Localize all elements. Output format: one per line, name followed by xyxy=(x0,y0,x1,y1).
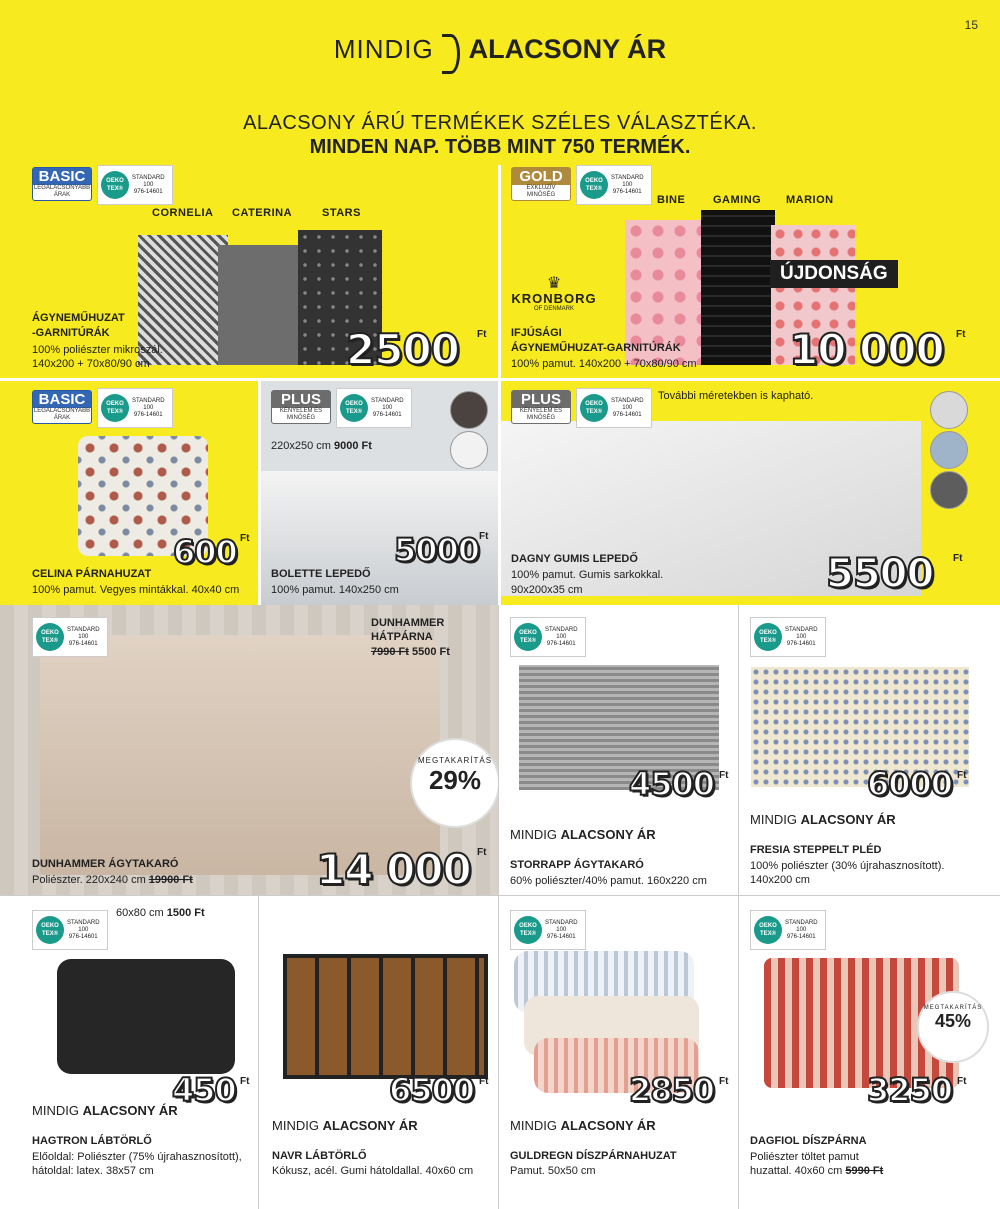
pillow-title-2: HÁTPÁRNA xyxy=(371,631,433,643)
product-title: DAGFIOL DÍSZPÁRNA xyxy=(750,1135,867,1147)
product-title: STORRAPP ÁGYTAKARÓ xyxy=(510,859,644,871)
color-swatch-dark[interactable] xyxy=(450,391,488,429)
oeko-tex-badge: OEKO TEX® STANDARD 100 976-14601 xyxy=(97,388,173,428)
brand-swoosh-icon xyxy=(442,34,460,74)
price-currency: Ft xyxy=(719,1076,729,1087)
saving-badge: MEGTAKARÍTÁS 45% xyxy=(917,991,989,1063)
product-desc-2: 140x200 cm xyxy=(750,874,810,886)
product-desc: 100% pamut. 140x250 cm xyxy=(271,584,399,596)
size-note: 60x80 cm 1500 Ft xyxy=(116,907,205,919)
mindig-logo: MINDIG ALACSONY ÁR xyxy=(750,812,896,827)
price-fresia: 6000 xyxy=(867,765,953,803)
product-desc-1: Poliészter töltet pamut xyxy=(750,1151,859,1163)
bedding-gaming-image xyxy=(701,210,775,365)
product-dagny[interactable] xyxy=(501,381,1000,605)
product-dagfiol[interactable] xyxy=(739,896,1000,1209)
oeko-tex-badge: OEKO TEX® STANDARD 100 976-14601 xyxy=(576,165,652,205)
product-bolette[interactable] xyxy=(261,381,498,605)
price-bolette: 5000 xyxy=(394,531,480,569)
price-currency: Ft xyxy=(957,1076,967,1087)
badge-gold: GOLD EXKLUZÍV MINŐSÉG xyxy=(511,167,571,201)
badge-basic: BASIC LEGALACSONYABB ÁRAK xyxy=(32,167,92,201)
tagline-line2: MINDEN NAP. TÖBB MINT 750 TERMÉK. xyxy=(309,136,691,158)
price-agynemu: 2500 xyxy=(346,325,459,374)
product-title: HAGTRON LÁBTÖRLŐ xyxy=(32,1135,152,1147)
tagline-line1: ALACSONY ÁRÚ TERMÉKEK SZÉLES VÁLASZTÉKA. xyxy=(243,112,757,134)
oeko-tex-badge: OEKO TEX® STANDARD 100 976-14601 xyxy=(97,165,173,205)
price-currency: Ft xyxy=(957,770,967,781)
oeko-tex-badge: OEKO TEX® STANDARD 100 976-14601 xyxy=(750,617,826,657)
product-title: NAVR LÁBTÖRLŐ xyxy=(272,1150,367,1162)
product-desc: 60% poliészter/40% pamut. 160x220 cm xyxy=(510,875,707,887)
price-currency: Ft xyxy=(479,1076,489,1087)
crown-icon: ♛ xyxy=(546,275,562,292)
product-desc-1: 100% pamut. Gumis sarkokkal. xyxy=(511,569,664,581)
label-stars: STARS xyxy=(322,207,361,219)
color-swatch-light-grey[interactable] xyxy=(930,391,968,429)
oeko-tex-badge: OEKO TEX® STANDARD 100 976-14601 xyxy=(336,388,412,428)
color-swatch-dark-grey[interactable] xyxy=(930,471,968,509)
product-fresia[interactable] xyxy=(739,605,1000,895)
product-agynemu[interactable] xyxy=(0,165,498,378)
mindig-logo: MINDIG ALACSONY ÁR xyxy=(510,827,656,842)
oeko-tex-badge: OEKO TEX® STANDARD 100 976-14601 xyxy=(576,388,652,428)
oeko-tex-badge: OEKO TEX® STANDARD 100 976-14601 xyxy=(510,910,586,950)
product-title: CELINA PÁRNAHUZAT xyxy=(32,568,152,580)
page-number: 15 xyxy=(964,18,978,32)
product-ifjusagi[interactable] xyxy=(501,165,1000,378)
product-desc-2: huzattal. 40x60 cm 5990 Ft xyxy=(750,1165,884,1177)
brand-alacsony: ALACSONY ÁR xyxy=(468,34,667,65)
price-ifjusagi: 10 000 xyxy=(789,325,944,374)
product-desc: 100% pamut. 140x200 + 70x80/90 cm xyxy=(511,358,697,370)
label-caterina: CATERINA xyxy=(232,207,293,219)
product-title: FRESIA STEPPELT PLÉD xyxy=(750,844,882,856)
product-desc-2: hátoldal: latex. 38x57 cm xyxy=(32,1165,154,1177)
product-title: GULDREGN DÍSZPÁRNAHUZAT xyxy=(510,1150,677,1162)
badge-basic: BASIC LEGALACSONYABB ÁRAK xyxy=(32,390,92,424)
label-marion: MARION xyxy=(786,194,834,206)
product-title-1: IFJÚSÁGI xyxy=(511,327,562,339)
product-title-2: -GARNITÚRÁK xyxy=(32,327,110,339)
oeko-tex-badge: OEKO TEX® STANDARD 100 976-14601 xyxy=(32,617,108,657)
price-dunhammer: 14 000 xyxy=(316,845,471,894)
oeko-tex-badge: OEKO TEX® STANDARD 100 976-14601 xyxy=(750,910,826,950)
mindig-logo: MINDIG ALACSONY ÁR xyxy=(272,1118,418,1133)
pillow-price: 7990 Ft 5500 Ft xyxy=(371,646,450,658)
doormat-navr-image xyxy=(283,954,488,1079)
product-title-2: ÁGYNEMŰHUZAT-GARNITÚRÁK xyxy=(511,342,681,354)
product-title: BOLETTE LEPEDŐ xyxy=(271,568,371,580)
price-currency: Ft xyxy=(479,531,489,542)
bedding-caterina-image xyxy=(218,245,300,365)
price-currency: Ft xyxy=(719,770,729,781)
label-cornelia: CORNELIA xyxy=(152,207,214,219)
price-dagfiol: 3250 xyxy=(867,1071,953,1109)
product-guldregn[interactable] xyxy=(499,896,738,1209)
size-note: 220x250 cm 9000 Ft xyxy=(271,440,372,452)
brand-mindig: MINDIG xyxy=(333,34,434,65)
product-storrapp[interactable] xyxy=(499,605,738,895)
label-bine: BINE xyxy=(657,194,686,206)
product-desc-2: 140x200 + 70x80/90 cm xyxy=(32,358,150,370)
product-desc: Poliészter. 220x240 cm 19900 Ft xyxy=(32,874,193,886)
badge-plus: PLUS KÉNYELEM ÉS MINŐSÉG xyxy=(511,390,571,424)
product-hagtron[interactable] xyxy=(0,896,258,1209)
color-swatch-blue[interactable] xyxy=(930,431,968,469)
product-title: DAGNY GUMIS LEPEDŐ xyxy=(511,553,638,565)
brand-logo xyxy=(0,34,1000,74)
mindig-logo: MINDIG ALACSONY ÁR xyxy=(32,1103,178,1118)
price-currency: Ft xyxy=(240,533,250,544)
size-availability-note: További méretekben is kapható. xyxy=(658,390,814,402)
label-gaming: GAMING xyxy=(713,194,762,206)
product-desc: 100% pamut. Vegyes mintákkal. 40x40 cm xyxy=(32,584,240,596)
product-celina[interactable] xyxy=(0,381,258,605)
price-storrapp: 4500 xyxy=(629,765,715,803)
product-desc-1: 100% poliészter (30% újrahasznosított). xyxy=(750,860,945,872)
price-currency: Ft xyxy=(240,1076,250,1087)
kronborg-logo: ♛ KRONBORG OF DENMARK xyxy=(511,275,597,312)
pillow-title-1: DUNHAMMER xyxy=(371,617,445,629)
product-desc-1: 100% poliészter mikroszál. xyxy=(32,344,163,356)
product-title: DUNHAMMER ÁGYTAKARÓ xyxy=(32,858,179,870)
price-navr: 6500 xyxy=(389,1071,475,1109)
price-hagtron: 450 xyxy=(172,1071,236,1109)
color-swatch-white[interactable] xyxy=(450,431,488,469)
saving-badge: MEGTAKARÍTÁS 29% xyxy=(410,738,498,828)
price-currency: Ft xyxy=(477,847,487,858)
badge-plus: PLUS KÉNYELEM ÉS MINŐSÉG xyxy=(271,390,331,424)
product-navr[interactable] xyxy=(259,896,498,1209)
product-desc: Kókusz, acél. Gumi hátoldallal. 40x60 cm xyxy=(272,1165,474,1177)
bedspread-dunhammer-image xyxy=(40,635,440,875)
price-celina: 600 xyxy=(173,533,237,571)
product-desc-2: 90x200x35 cm xyxy=(511,584,583,596)
doormat-hagtron-image xyxy=(57,959,235,1074)
product-desc: Pamut. 50x50 cm xyxy=(510,1165,596,1177)
price-currency: Ft xyxy=(477,329,487,340)
price-currency: Ft xyxy=(953,553,963,564)
oeko-tex-badge: OEKO TEX® STANDARD 100 976-14601 xyxy=(32,910,108,950)
new-badge: ÚJDONSÁG xyxy=(770,260,898,288)
product-dunhammer[interactable] xyxy=(0,605,498,895)
product-title-1: ÁGYNEMŰHUZAT xyxy=(32,312,125,324)
product-desc-1: Előoldal: Poliészter (75% újrahasznosított), xyxy=(32,1151,242,1163)
price-dagny: 5500 xyxy=(826,551,934,597)
oeko-tex-badge: OEKO TEX® STANDARD 100 976-14601 xyxy=(510,617,586,657)
price-currency: Ft xyxy=(956,329,966,340)
mindig-logo: MINDIG ALACSONY ÁR xyxy=(510,1118,656,1133)
price-guldregn: 2850 xyxy=(629,1071,715,1109)
